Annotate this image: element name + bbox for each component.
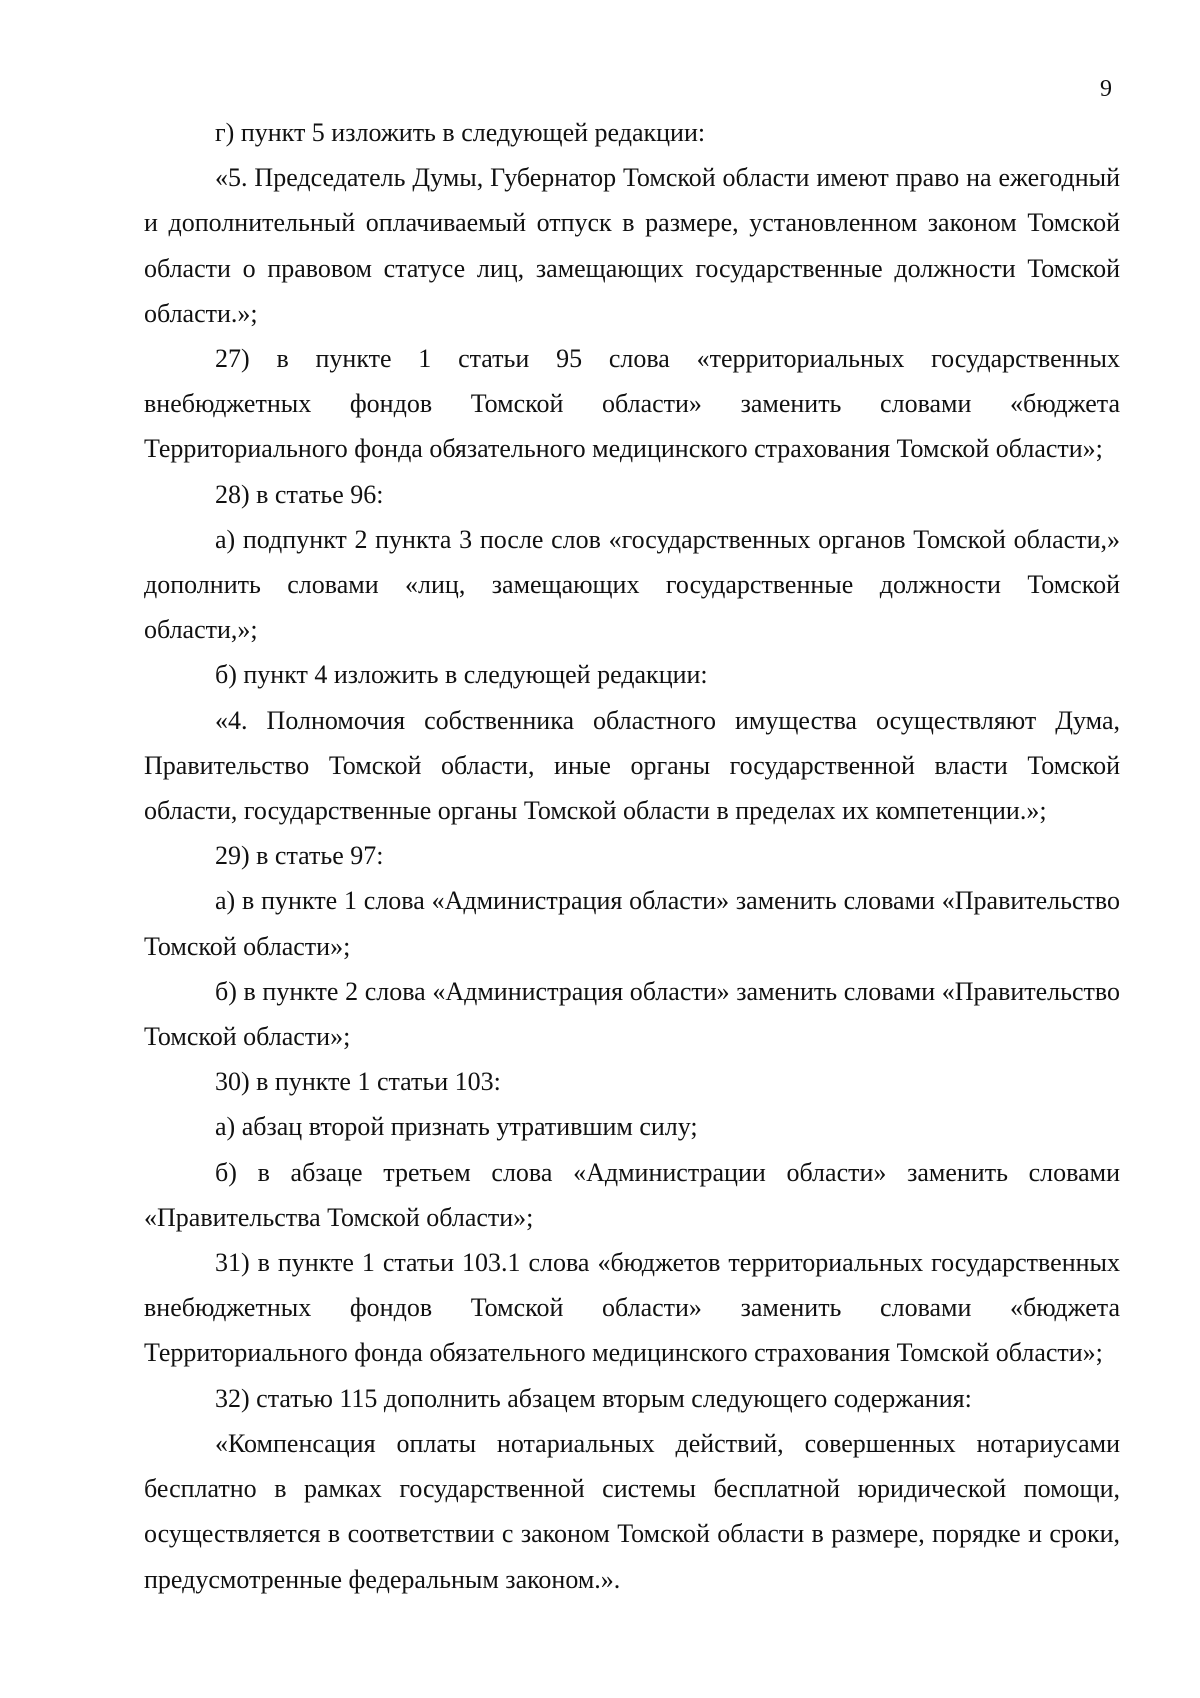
paragraph-30-b: б) в абзаце третьем слова «Администрации области» заменить словами «Правительства Томской области»;	[144, 1157, 1120, 1232]
paragraph-item-27: 27) в пункте 1 статьи 95 слова «территориальных государственных внебюджетных фондов Томской области» заменить словами «бюджета Территориального фонда обязательного медицинского страхования Томской области»;	[144, 344, 1120, 464]
paragraph-28-b: б) пункт 4 изложить в следующей редакции:	[215, 660, 708, 690]
paragraph-quote-4: «4. Полномочия собственника областного имущества осуществляют Дума, Правительство Томской области, иные органы государственной власти Томской области, государственные органы Томской области в пределах их компетенции.»;	[144, 705, 1120, 826]
paragraph-item-30: 30) в пункте 1 статьи 103:	[215, 1067, 501, 1097]
paragraph-29-a: а) в пункте 1 слова «Администрация области» заменить словами «Правительство Томской области»;	[144, 886, 1120, 961]
paragraph-item-29: 29) в статье 97:	[215, 841, 384, 871]
document-body	[144, 110, 1120, 1602]
paragraph-g-punkt-5: г) пункт 5 изложить в следующей редакции:	[215, 118, 706, 147]
paragraph-quote-5: «5. Председатель Думы, Губернатор Томской области имеют право на ежегодный и дополнительный оплачиваемый отпуск в размере, установленном законом Томской области о правовом статусе лиц, замещающих государственные должности Томской области.»;	[144, 163, 1120, 328]
paragraph-quote-compensation: «Компенсация оплаты нотариальных действий, совершенных нотариусами бесплатно в рамках государственной системы бесплатной юридической помощи, осуществляется в соответствии с законом Томской области в размере, порядке и сроки, предусмотренные федеральным законом.».	[144, 1428, 1120, 1594]
paragraph-28-a: а) подпункт 2 пункта 3 после слов «государственных органов Томской области,» дополнить словами «лиц, замещающих государственные должности Томской области,»;	[144, 524, 1120, 645]
paragraph-item-31: 31) в пункте 1 статьи 103.1 слова «бюджетов территориальных государственных внебюджетных фондов Томской области» заменить словами «бюджета Территориального фонда обязательного медицинского страхования Томской области»;	[144, 1248, 1120, 1368]
paragraph-29-b: б) в пункте 2 слова «Администрация области» заменить словами «Правительство Томской области»;	[144, 976, 1120, 1052]
page-number: 9	[1100, 76, 1112, 102]
paragraph-item-32: 32) статью 115 дополнить абзацем вторым следующего содержания:	[215, 1383, 972, 1413]
paragraph-item-28: 28) в статье 96:	[215, 479, 384, 509]
paragraph-30-a: а) абзац второй признать утратившим силу;	[215, 1112, 698, 1142]
